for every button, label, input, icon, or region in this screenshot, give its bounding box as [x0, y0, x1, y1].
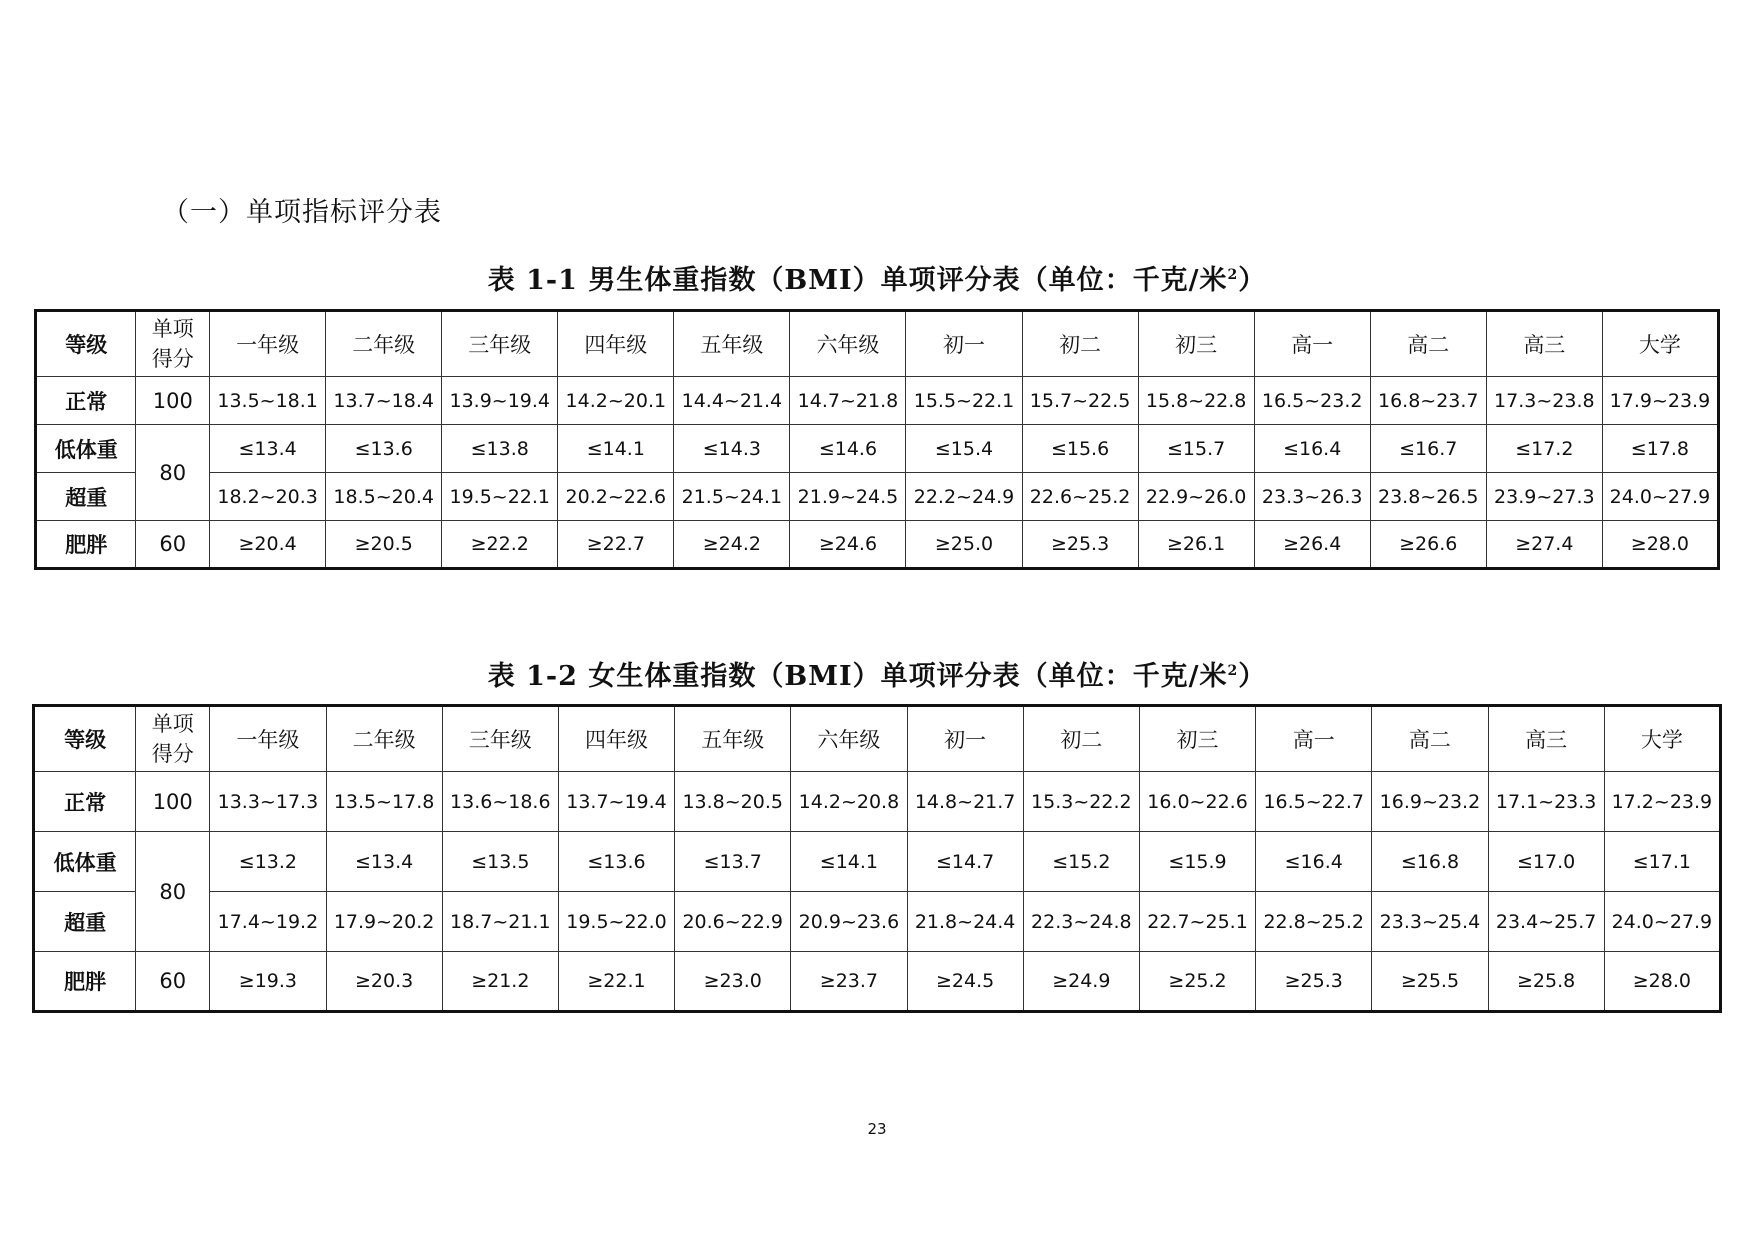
value-cell: 20.6~22.9 [675, 892, 791, 952]
value-cell: 23.4~25.7 [1488, 892, 1604, 952]
grade-header: 等级 [36, 311, 136, 377]
value-cell: 17.3~23.8 [1486, 377, 1602, 425]
table-1-caption-text: 表 1-1 男生体重指数（BMI）单项评分表（单位：千克/米 [487, 265, 1228, 296]
column-header: 大学 [1604, 706, 1720, 772]
column-header: 三年级 [442, 706, 558, 772]
grade-cell: 低体重 [34, 832, 136, 892]
column-header: 初二 [1022, 311, 1138, 377]
male-bmi-table [34, 309, 1720, 570]
value-cell: 20.9~23.6 [791, 892, 907, 952]
table-row [34, 832, 1721, 892]
page-number: 23 [867, 1120, 887, 1138]
value-cell: 18.5~20.4 [326, 473, 442, 521]
value-cell: 15.8~22.8 [1138, 377, 1254, 425]
value-cell: ≥23.0 [675, 952, 791, 1012]
value-cell: ≥20.3 [326, 952, 442, 1012]
table-header-row [34, 706, 1721, 772]
value-cell: ≥25.8 [1488, 952, 1604, 1012]
column-header: 一年级 [210, 706, 326, 772]
table-1-caption-superscript: 2 [1227, 267, 1239, 283]
value-cell: 18.7~21.1 [442, 892, 558, 952]
value-cell: 22.2~24.9 [906, 473, 1022, 521]
value-cell: 19.5~22.1 [442, 473, 558, 521]
value-cell: ≤13.6 [326, 425, 442, 473]
column-header: 二年级 [326, 311, 442, 377]
grade-cell: 肥胖 [34, 952, 136, 1012]
table-2-caption-text: 表 1-2 女生体重指数（BMI）单项评分表（单位：千克/米 [487, 661, 1228, 692]
column-header: 四年级 [558, 706, 674, 772]
score-cell: 100 [136, 377, 210, 425]
value-cell: ≥28.0 [1604, 952, 1720, 1012]
value-cell: 17.4~19.2 [210, 892, 326, 952]
value-cell: ≤13.4 [326, 832, 442, 892]
column-header: 高二 [1370, 311, 1486, 377]
grade-cell: 超重 [36, 473, 136, 521]
value-cell: ≤15.4 [906, 425, 1022, 473]
value-cell: 17.1~23.3 [1488, 772, 1604, 832]
value-cell: ≥27.4 [1486, 521, 1602, 569]
value-cell: ≤15.6 [1022, 425, 1138, 473]
value-cell: 13.9~19.4 [442, 377, 558, 425]
column-header: 高一 [1256, 706, 1372, 772]
value-cell: ≤17.0 [1488, 832, 1604, 892]
column-header: 六年级 [790, 311, 906, 377]
value-cell: 15.7~22.5 [1022, 377, 1138, 425]
column-header: 大学 [1602, 311, 1718, 377]
column-header: 二年级 [326, 706, 442, 772]
value-cell: 15.3~22.2 [1023, 772, 1139, 832]
value-cell: ≤16.4 [1254, 425, 1370, 473]
value-cell: ≤16.7 [1370, 425, 1486, 473]
value-cell: 23.9~27.3 [1486, 473, 1602, 521]
score-header [136, 311, 210, 377]
value-cell: ≥24.9 [1023, 952, 1139, 1012]
value-cell: 22.7~25.1 [1139, 892, 1255, 952]
value-cell: 17.2~23.9 [1604, 772, 1720, 832]
table-2-caption [0, 654, 1754, 693]
value-cell: ≤14.3 [674, 425, 790, 473]
score-cell: 100 [136, 772, 210, 832]
score-header-line1: 单项 [151, 317, 194, 341]
value-cell: ≤17.2 [1486, 425, 1602, 473]
value-cell: 13.7~18.4 [326, 377, 442, 425]
value-cell: 19.5~22.0 [558, 892, 674, 952]
value-cell: ≥25.0 [906, 521, 1022, 569]
value-cell: 13.3~17.3 [210, 772, 326, 832]
column-header: 初三 [1138, 311, 1254, 377]
value-cell: 22.3~24.8 [1023, 892, 1139, 952]
table-2-caption-superscript: 2 [1227, 663, 1239, 679]
table-row [36, 473, 1719, 521]
value-cell: 13.5~18.1 [210, 377, 326, 425]
value-cell: ≤13.5 [442, 832, 558, 892]
value-cell: ≥26.1 [1138, 521, 1254, 569]
table-row [36, 521, 1719, 569]
value-cell: ≤15.7 [1138, 425, 1254, 473]
value-cell: 14.2~20.8 [791, 772, 907, 832]
value-cell: ≥22.7 [558, 521, 674, 569]
value-cell: ≤17.8 [1602, 425, 1718, 473]
column-header: 初二 [1023, 706, 1139, 772]
value-cell: 22.9~26.0 [1138, 473, 1254, 521]
column-header: 高三 [1488, 706, 1604, 772]
value-cell: 15.5~22.1 [906, 377, 1022, 425]
value-cell: ≤14.1 [558, 425, 674, 473]
value-cell: ≥20.4 [210, 521, 326, 569]
value-cell: 14.7~21.8 [790, 377, 906, 425]
score-cell: 60 [136, 952, 210, 1012]
value-cell: 24.0~27.9 [1602, 473, 1718, 521]
grade-header: 等级 [34, 706, 136, 772]
value-cell: ≥25.5 [1372, 952, 1488, 1012]
value-cell: ≥22.2 [442, 521, 558, 569]
column-header: 高一 [1254, 311, 1370, 377]
value-cell: 14.2~20.1 [558, 377, 674, 425]
value-cell: 18.2~20.3 [210, 473, 326, 521]
value-cell: ≤16.8 [1372, 832, 1488, 892]
table-row [34, 892, 1721, 952]
value-cell: ≤13.2 [210, 832, 326, 892]
section-heading: （一）单项指标评分表 [162, 197, 442, 228]
table-row [34, 952, 1721, 1012]
value-cell: 13.5~17.8 [326, 772, 442, 832]
value-cell: 23.3~26.3 [1254, 473, 1370, 521]
value-cell: ≥24.5 [907, 952, 1023, 1012]
score-cell: 80 [136, 832, 210, 952]
column-header: 五年级 [675, 706, 791, 772]
value-cell: ≤13.7 [675, 832, 791, 892]
value-cell: 21.8~24.4 [907, 892, 1023, 952]
value-cell: ≤17.1 [1604, 832, 1720, 892]
value-cell: ≤14.6 [790, 425, 906, 473]
value-cell: 16.5~23.2 [1254, 377, 1370, 425]
grade-cell: 低体重 [36, 425, 136, 473]
score-header [136, 706, 210, 772]
value-cell: 13.7~19.4 [558, 772, 674, 832]
value-cell: 23.3~25.4 [1372, 892, 1488, 952]
column-header: 六年级 [791, 706, 907, 772]
table-1-caption-close: ） [1238, 265, 1267, 296]
grade-cell: 正常 [34, 772, 136, 832]
value-cell: 16.8~23.7 [1370, 377, 1486, 425]
value-cell: ≥23.7 [791, 952, 907, 1012]
value-cell: ≥22.1 [558, 952, 674, 1012]
value-cell: ≥21.2 [442, 952, 558, 1012]
value-cell: 20.2~22.6 [558, 473, 674, 521]
value-cell: 21.5~24.1 [674, 473, 790, 521]
value-cell: 23.8~26.5 [1370, 473, 1486, 521]
value-cell: ≤13.6 [558, 832, 674, 892]
column-header: 五年级 [674, 311, 790, 377]
value-cell: ≤13.4 [210, 425, 326, 473]
value-cell: ≤15.2 [1023, 832, 1139, 892]
value-cell: 22.6~25.2 [1022, 473, 1138, 521]
table-row [36, 377, 1719, 425]
value-cell: 17.9~23.9 [1602, 377, 1718, 425]
value-cell: 22.8~25.2 [1256, 892, 1372, 952]
value-cell: ≤16.4 [1256, 832, 1372, 892]
column-header: 高三 [1486, 311, 1602, 377]
value-cell: ≥25.3 [1256, 952, 1372, 1012]
column-header: 高二 [1372, 706, 1488, 772]
value-cell: 16.5~22.7 [1256, 772, 1372, 832]
table-header-row [36, 311, 1719, 377]
value-cell: ≤15.9 [1139, 832, 1255, 892]
column-header: 四年级 [558, 311, 674, 377]
value-cell: ≥20.5 [326, 521, 442, 569]
score-header-line1: 单项 [151, 712, 194, 736]
table-1-caption [0, 258, 1754, 297]
value-cell: ≤13.8 [442, 425, 558, 473]
column-header: 初一 [906, 311, 1022, 377]
value-cell: 16.0~22.6 [1139, 772, 1255, 832]
value-cell: 14.8~21.7 [907, 772, 1023, 832]
column-header: 一年级 [210, 311, 326, 377]
score-cell: 80 [136, 425, 210, 521]
column-header: 初一 [907, 706, 1023, 772]
value-cell: 16.9~23.2 [1372, 772, 1488, 832]
value-cell: 17.9~20.2 [326, 892, 442, 952]
value-cell: ≥19.3 [210, 952, 326, 1012]
value-cell: ≥25.2 [1139, 952, 1255, 1012]
value-cell: 14.4~21.4 [674, 377, 790, 425]
table-2-caption-close: ） [1238, 661, 1267, 692]
score-header-line2: 得分 [151, 347, 194, 371]
value-cell: 24.0~27.9 [1604, 892, 1720, 952]
value-cell: ≤14.7 [907, 832, 1023, 892]
female-bmi-table [32, 704, 1722, 1013]
value-cell: ≥25.3 [1022, 521, 1138, 569]
value-cell: ≤14.1 [791, 832, 907, 892]
column-header: 初三 [1139, 706, 1255, 772]
grade-cell: 肥胖 [36, 521, 136, 569]
table-row [34, 772, 1721, 832]
score-cell: 60 [136, 521, 210, 569]
value-cell: 13.6~18.6 [442, 772, 558, 832]
value-cell: 13.8~20.5 [675, 772, 791, 832]
value-cell: ≥24.6 [790, 521, 906, 569]
value-cell: ≥26.6 [1370, 521, 1486, 569]
value-cell: ≥28.0 [1602, 521, 1718, 569]
table-row [36, 425, 1719, 473]
value-cell: 21.9~24.5 [790, 473, 906, 521]
score-header-line2: 得分 [151, 742, 194, 766]
column-header: 三年级 [442, 311, 558, 377]
grade-cell: 正常 [36, 377, 136, 425]
grade-cell: 超重 [34, 892, 136, 952]
value-cell: ≥24.2 [674, 521, 790, 569]
value-cell: ≥26.4 [1254, 521, 1370, 569]
